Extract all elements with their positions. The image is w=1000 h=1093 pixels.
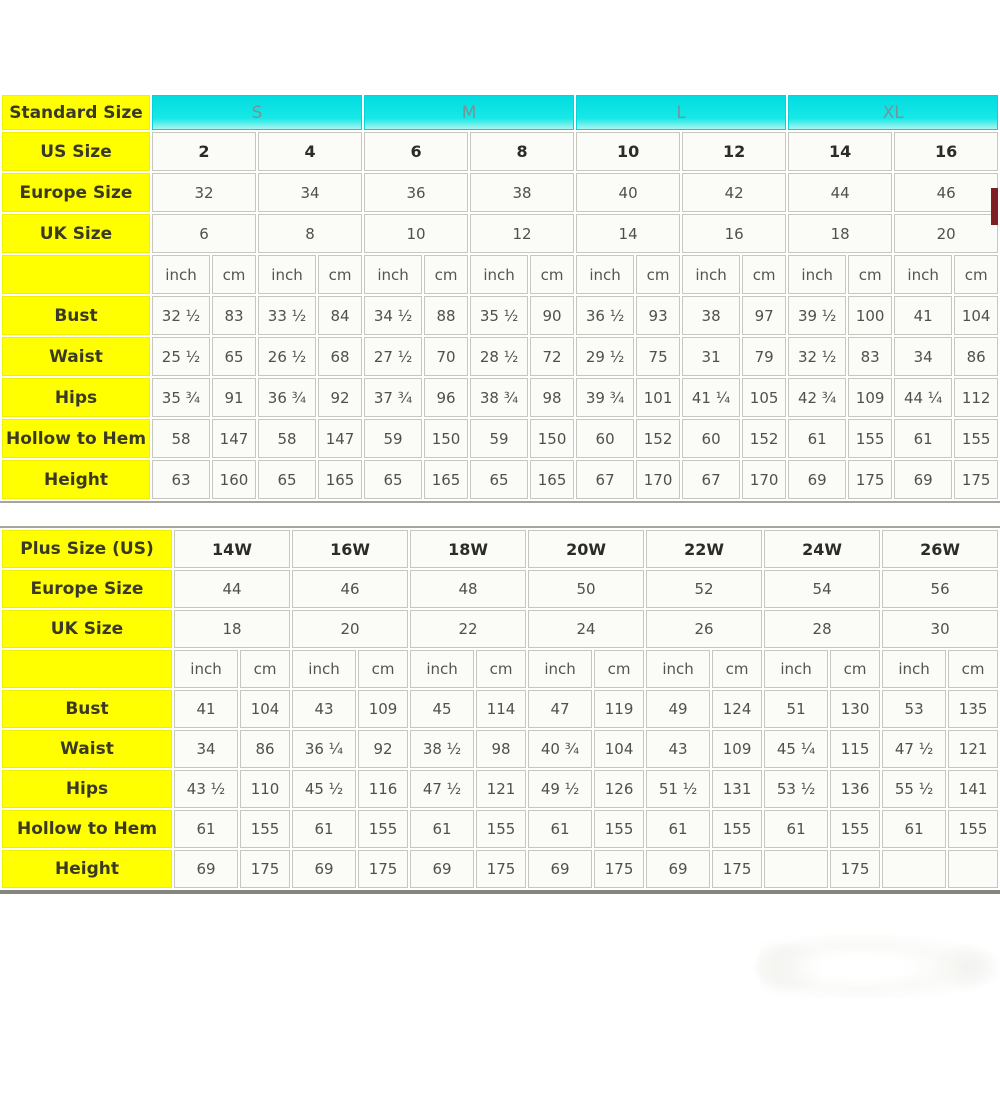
- size-cell: 26: [646, 610, 762, 648]
- measure-row: [2, 460, 998, 499]
- measure-cell: 160: [212, 460, 256, 499]
- measure-cell: 116: [358, 770, 408, 808]
- measure-cell: 34: [894, 337, 952, 376]
- unit-cell: cm: [476, 650, 526, 688]
- measure-cell: 60: [682, 419, 740, 458]
- unit-cell: cm: [318, 255, 362, 294]
- size-cell: 12: [470, 214, 574, 253]
- measure-cell: 67: [576, 460, 634, 499]
- size-cell: 6: [152, 214, 256, 253]
- unit-cell: inch: [528, 650, 592, 688]
- measure-cell: 68: [318, 337, 362, 376]
- measure-cell: 65: [258, 460, 316, 499]
- unit-cell: inch: [682, 255, 740, 294]
- measure-cell: 175: [240, 850, 290, 888]
- measure-cell: 104: [240, 690, 290, 728]
- measure-cell: 155: [954, 419, 998, 458]
- size-cell: 16: [894, 132, 998, 171]
- measure-cell: 61: [882, 810, 946, 848]
- unit-cell: inch: [788, 255, 846, 294]
- size-cell: 14: [788, 132, 892, 171]
- size-cell: 40: [576, 173, 680, 212]
- row-label-cell: Bust: [2, 296, 150, 335]
- measure-cell: [948, 850, 998, 888]
- measure-cell: 115: [830, 730, 880, 768]
- measure-cell: 45: [410, 690, 474, 728]
- measure-cell: 150: [424, 419, 468, 458]
- size-cell: 44: [174, 570, 290, 608]
- measure-cell: 41: [894, 296, 952, 335]
- group-cell: L: [576, 95, 786, 130]
- measure-cell: 65: [212, 337, 256, 376]
- measure-cell: 26 ½: [258, 337, 316, 376]
- measure-cell: 31: [682, 337, 740, 376]
- measure-cell: 49: [646, 690, 710, 728]
- size-cell: 16: [682, 214, 786, 253]
- group-header-row: [2, 95, 998, 130]
- measure-cell: 124: [712, 690, 762, 728]
- measure-cell: 150: [530, 419, 574, 458]
- unit-cell: inch: [364, 255, 422, 294]
- measure-cell: 155: [240, 810, 290, 848]
- measure-cell: 40 ¾: [528, 730, 592, 768]
- row-label-cell: Hollow to Hem: [2, 419, 150, 458]
- row-label-cell: Plus Size (US): [2, 530, 172, 568]
- measure-cell: 36 ¼: [292, 730, 356, 768]
- measure-cell: 114: [476, 690, 526, 728]
- measure-cell: 43 ½: [174, 770, 238, 808]
- measure-cell: 72: [530, 337, 574, 376]
- size-cell: 14: [576, 214, 680, 253]
- measure-cell: 29 ½: [576, 337, 634, 376]
- measure-cell: 175: [954, 460, 998, 499]
- unit-cell: cm: [948, 650, 998, 688]
- measure-cell: 38: [682, 296, 740, 335]
- measure-cell: 35 ¾: [152, 378, 210, 417]
- measure-cell: 61: [764, 810, 828, 848]
- measure-row: [2, 770, 998, 808]
- measure-cell: 119: [594, 690, 644, 728]
- measure-cell: 98: [476, 730, 526, 768]
- row-label-cell: Hollow to Hem: [2, 810, 172, 848]
- measure-row: [2, 419, 998, 458]
- measure-cell: 36 ½: [576, 296, 634, 335]
- unit-cell: cm: [594, 650, 644, 688]
- measure-cell: 170: [636, 460, 680, 499]
- measure-cell: 69: [292, 850, 356, 888]
- measure-row: [2, 850, 998, 888]
- measure-cell: 165: [424, 460, 468, 499]
- measure-cell: 69: [174, 850, 238, 888]
- group-cell: XL: [788, 95, 998, 130]
- red-edge-mark: [991, 188, 998, 225]
- measure-cell: 69: [528, 850, 592, 888]
- empty-label-cell: [2, 650, 172, 688]
- measure-cell: 44 ¼: [894, 378, 952, 417]
- measure-cell: 101: [636, 378, 680, 417]
- size-cell: 24: [528, 610, 644, 648]
- measure-cell: 47: [528, 690, 592, 728]
- measure-cell: 104: [594, 730, 644, 768]
- measure-cell: 65: [470, 460, 528, 499]
- empty-label-cell: [2, 255, 150, 294]
- measure-cell: 38 ¾: [470, 378, 528, 417]
- measure-cell: 84: [318, 296, 362, 335]
- size-cell: 18W: [410, 530, 526, 568]
- size-cell: 8: [258, 214, 362, 253]
- row-label-cell: Waist: [2, 730, 172, 768]
- size-cell: 38: [470, 173, 574, 212]
- size-cell: 50: [528, 570, 644, 608]
- measure-cell: 155: [848, 419, 892, 458]
- size-cell: 16W: [292, 530, 408, 568]
- measure-cell: 32 ½: [152, 296, 210, 335]
- measure-cell: 49 ½: [528, 770, 592, 808]
- measure-row: [2, 810, 998, 848]
- unit-cell: inch: [174, 650, 238, 688]
- measure-cell: 155: [948, 810, 998, 848]
- measure-row: [2, 337, 998, 376]
- measure-cell: 136: [830, 770, 880, 808]
- measure-cell: 69: [894, 460, 952, 499]
- row-label-cell: Europe Size: [2, 173, 150, 212]
- measure-cell: 61: [646, 810, 710, 848]
- measure-cell: 61: [174, 810, 238, 848]
- unit-cell: cm: [212, 255, 256, 294]
- unit-cell: inch: [764, 650, 828, 688]
- group-cell: S: [152, 95, 362, 130]
- measure-row: [2, 296, 998, 335]
- size-cell: 8: [470, 132, 574, 171]
- unit-cell: inch: [410, 650, 474, 688]
- measure-cell: 58: [152, 419, 210, 458]
- measure-cell: 41 ¼: [682, 378, 740, 417]
- size-row: [2, 173, 998, 212]
- measure-cell: 170: [742, 460, 786, 499]
- unit-cell: inch: [152, 255, 210, 294]
- measure-cell: 175: [712, 850, 762, 888]
- measure-cell: 104: [954, 296, 998, 335]
- measure-cell: 165: [318, 460, 362, 499]
- size-row: [2, 132, 998, 171]
- row-label-cell: Bust: [2, 690, 172, 728]
- measure-cell: 70: [424, 337, 468, 376]
- standard-size-table: [0, 93, 1000, 503]
- measure-cell: 175: [848, 460, 892, 499]
- measure-cell: 152: [636, 419, 680, 458]
- size-cell: 4: [258, 132, 362, 171]
- measure-cell: 36 ¾: [258, 378, 316, 417]
- measure-cell: 97: [742, 296, 786, 335]
- unit-cell: cm: [848, 255, 892, 294]
- measure-cell: 100: [848, 296, 892, 335]
- size-cell: 18: [174, 610, 290, 648]
- measure-cell: 175: [476, 850, 526, 888]
- unit-row: [2, 255, 998, 294]
- measure-cell: [764, 850, 828, 888]
- measure-cell: 51: [764, 690, 828, 728]
- measure-cell: 90: [530, 296, 574, 335]
- plus-size-table: [0, 526, 1000, 894]
- row-label-cell: UK Size: [2, 610, 172, 648]
- measure-cell: 91: [212, 378, 256, 417]
- measure-cell: 39 ½: [788, 296, 846, 335]
- measure-cell: 60: [576, 419, 634, 458]
- measure-cell: 53: [882, 690, 946, 728]
- measure-cell: 79: [742, 337, 786, 376]
- unit-cell: inch: [646, 650, 710, 688]
- measure-cell: 61: [894, 419, 952, 458]
- measure-cell: 152: [742, 419, 786, 458]
- measure-row: [2, 690, 998, 728]
- measure-cell: 39 ¾: [576, 378, 634, 417]
- measure-cell: 61: [788, 419, 846, 458]
- measure-cell: 92: [358, 730, 408, 768]
- unit-cell: inch: [894, 255, 952, 294]
- measure-cell: 45 ½: [292, 770, 356, 808]
- measure-cell: 155: [712, 810, 762, 848]
- unit-cell: inch: [576, 255, 634, 294]
- measure-cell: 53 ½: [764, 770, 828, 808]
- measure-cell: 86: [954, 337, 998, 376]
- measure-cell: 175: [594, 850, 644, 888]
- size-row: [2, 570, 998, 608]
- unit-cell: cm: [954, 255, 998, 294]
- measure-cell: 35 ½: [470, 296, 528, 335]
- measure-cell: 83: [848, 337, 892, 376]
- row-label-cell: Height: [2, 460, 150, 499]
- measure-cell: 121: [948, 730, 998, 768]
- measure-cell: 93: [636, 296, 680, 335]
- measure-cell: 59: [470, 419, 528, 458]
- size-cell: 48: [410, 570, 526, 608]
- measure-cell: 86: [240, 730, 290, 768]
- measure-cell: 109: [712, 730, 762, 768]
- size-cell: 2: [152, 132, 256, 171]
- row-label-cell: Hips: [2, 770, 172, 808]
- watermark-smudge-left: [752, 941, 826, 993]
- measure-cell: 141: [948, 770, 998, 808]
- row-label-cell: Europe Size: [2, 570, 172, 608]
- measure-cell: 65: [364, 460, 422, 499]
- measure-cell: 47 ½: [882, 730, 946, 768]
- unit-cell: inch: [882, 650, 946, 688]
- size-cell: 44: [788, 173, 892, 212]
- size-cell: 56: [882, 570, 998, 608]
- measure-row: [2, 730, 998, 768]
- measure-cell: 58: [258, 419, 316, 458]
- measure-cell: 37 ¾: [364, 378, 422, 417]
- unit-cell: inch: [470, 255, 528, 294]
- unit-cell: cm: [240, 650, 290, 688]
- unit-cell: cm: [712, 650, 762, 688]
- measure-cell: 45 ¼: [764, 730, 828, 768]
- size-cell: 26W: [882, 530, 998, 568]
- measure-cell: 38 ½: [410, 730, 474, 768]
- measure-cell: 92: [318, 378, 362, 417]
- unit-cell: inch: [258, 255, 316, 294]
- measure-cell: 43: [646, 730, 710, 768]
- measure-cell: 155: [358, 810, 408, 848]
- measure-cell: 33 ½: [258, 296, 316, 335]
- unit-cell: cm: [358, 650, 408, 688]
- size-cell: 18: [788, 214, 892, 253]
- measure-cell: 96: [424, 378, 468, 417]
- size-cell: 6: [364, 132, 468, 171]
- measure-cell: 98: [530, 378, 574, 417]
- measure-cell: 59: [364, 419, 422, 458]
- measure-cell: 147: [212, 419, 256, 458]
- size-cell: 20: [894, 214, 998, 253]
- measure-cell: 63: [152, 460, 210, 499]
- measure-cell: 28 ½: [470, 337, 528, 376]
- row-label-cell: Hips: [2, 378, 150, 417]
- measure-cell: 126: [594, 770, 644, 808]
- row-label-cell: US Size: [2, 132, 150, 171]
- measure-cell: [882, 850, 946, 888]
- unit-cell: inch: [292, 650, 356, 688]
- size-cell: 52: [646, 570, 762, 608]
- measure-cell: 131: [712, 770, 762, 808]
- size-cell: 30: [882, 610, 998, 648]
- measure-cell: 175: [830, 850, 880, 888]
- measure-cell: 130: [830, 690, 880, 728]
- measure-cell: 47 ½: [410, 770, 474, 808]
- size-chart: [0, 93, 1000, 894]
- measure-cell: 32 ½: [788, 337, 846, 376]
- measure-cell: 55 ½: [882, 770, 946, 808]
- measure-cell: 67: [682, 460, 740, 499]
- size-cell: 34: [258, 173, 362, 212]
- unit-cell: cm: [636, 255, 680, 294]
- measure-cell: 109: [358, 690, 408, 728]
- measure-cell: 83: [212, 296, 256, 335]
- size-cell: 24W: [764, 530, 880, 568]
- measure-row: [2, 378, 998, 417]
- size-cell: 42: [682, 173, 786, 212]
- corner-label-cell: Standard Size: [2, 95, 150, 130]
- measure-cell: 34: [174, 730, 238, 768]
- size-cell: 20: [292, 610, 408, 648]
- measure-cell: 121: [476, 770, 526, 808]
- size-cell: 10: [364, 214, 468, 253]
- size-cell: 46: [292, 570, 408, 608]
- unit-cell: cm: [742, 255, 786, 294]
- measure-cell: 34 ½: [364, 296, 422, 335]
- size-cell: 28: [764, 610, 880, 648]
- unit-cell: cm: [424, 255, 468, 294]
- size-cell: 10: [576, 132, 680, 171]
- measure-cell: 112: [954, 378, 998, 417]
- measure-cell: 42 ¾: [788, 378, 846, 417]
- watermark-blur: [760, 934, 1000, 998]
- size-cell: 36: [364, 173, 468, 212]
- measure-cell: 147: [318, 419, 362, 458]
- row-label-cell: Height: [2, 850, 172, 888]
- measure-cell: 75: [636, 337, 680, 376]
- measure-cell: 27 ½: [364, 337, 422, 376]
- unit-cell: cm: [830, 650, 880, 688]
- measure-cell: 69: [646, 850, 710, 888]
- measure-cell: 41: [174, 690, 238, 728]
- size-cell: 14W: [174, 530, 290, 568]
- measure-cell: 88: [424, 296, 468, 335]
- measure-cell: 155: [476, 810, 526, 848]
- size-cell: 32: [152, 173, 256, 212]
- measure-cell: 61: [528, 810, 592, 848]
- row-label-cell: UK Size: [2, 214, 150, 253]
- size-cell: 54: [764, 570, 880, 608]
- measure-cell: 61: [410, 810, 474, 848]
- measure-cell: 110: [240, 770, 290, 808]
- row-label-cell: Waist: [2, 337, 150, 376]
- measure-cell: 43: [292, 690, 356, 728]
- measure-cell: 155: [594, 810, 644, 848]
- measure-cell: 105: [742, 378, 786, 417]
- unit-row: [2, 650, 998, 688]
- unit-cell: cm: [530, 255, 574, 294]
- size-row: [2, 530, 998, 568]
- measure-cell: 25 ½: [152, 337, 210, 376]
- size-cell: 46: [894, 173, 998, 212]
- size-cell: 12: [682, 132, 786, 171]
- watermark-smudge-right: [930, 943, 1000, 991]
- measure-cell: 165: [530, 460, 574, 499]
- measure-cell: 51 ½: [646, 770, 710, 808]
- measure-cell: 69: [788, 460, 846, 499]
- size-cell: 22W: [646, 530, 762, 568]
- group-cell: M: [364, 95, 574, 130]
- size-row: [2, 610, 998, 648]
- measure-cell: 155: [830, 810, 880, 848]
- measure-cell: 135: [948, 690, 998, 728]
- size-row: [2, 214, 998, 253]
- measure-cell: 69: [410, 850, 474, 888]
- measure-cell: 61: [292, 810, 356, 848]
- measure-cell: 175: [358, 850, 408, 888]
- size-cell: 20W: [528, 530, 644, 568]
- size-cell: 22: [410, 610, 526, 648]
- measure-cell: 109: [848, 378, 892, 417]
